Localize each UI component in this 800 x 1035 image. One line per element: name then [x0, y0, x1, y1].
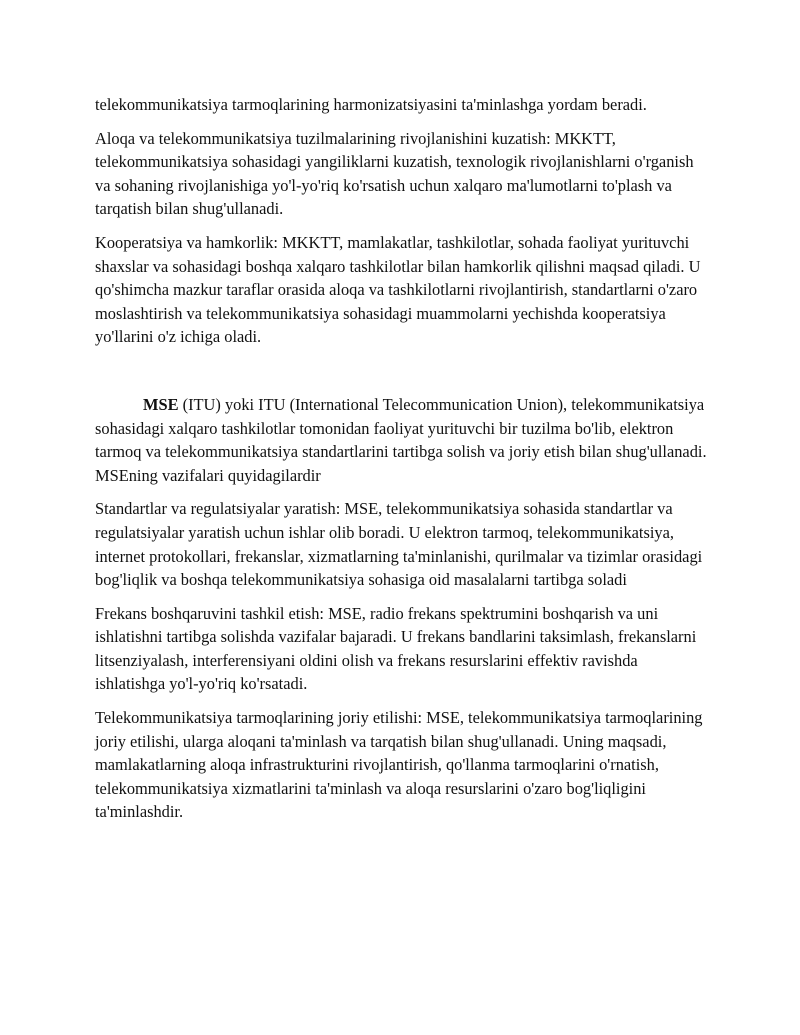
mse-term: MSE [143, 394, 179, 414]
document-page [95, 93, 710, 834]
paragraph-standards: Standartlar va regulatsiyalar yaratish: MSE, telekommunikatsiya sohasida standartlar va regulatsiyalar yaratish uchun ishlar olib boradi. U elektron tarmoq, telekommunikatsiya, internet protokollari, frekanslar, xizmatlarning ta'minlanishi, qurilmalar va tizimlar orasidagi bog'liqlik va boshqa telekommunikatsiya sohasiga oid masalalarni tartibga soladi [95, 499, 703, 590]
paragraph-frequency: Frekans boshqaruvini tashkil etish: MSE, radio frekans spektrumini boshqarish va uni ishlatishni tartibga solishda vazifalar bajaradi. U frekans bandlarini taksimlash, frekanslarni litsenziyalash, interferensiyani oldini olish va frekans resurslarini effektiv ravishda ishlatishga yo'l-yo'riq ko'rsatadi. [95, 603, 697, 694]
mse-intro-text: (ITU) yoki ITU (International Telecommunication Union), telekommunikatsiya sohasidagi xalqaro tashkilotlar tomonidan faoliyat yurituvchi bir tuzilma bo'lib, elektron tarmoq va telekommunikatsiya standartlarini tartibga solish va joriy etish bilan shug'ullanadi. MSEning vazifalari quyidagilardir [95, 394, 707, 485]
paragraph-mse-intro [95, 393, 710, 487]
paragraph-spacer [95, 359, 710, 393]
paragraph-harmonization: telekommunikatsiya tarmoqlarining harmonizatsiyasini ta'minlashga yordam beradi. [95, 95, 647, 114]
paragraph-cooperation: Kooperatsiya va hamkorlik: MKKTT, mamlakatlar, tashkilotlar, sohada faoliyat yurituvchi shaxslar va sohasidagi boshqa xalqaro tashkilotlar bilan hamkorlik qilishni maqsad qiladi. U qo'shimcha mazkur taraflar orasida aloqa va tashkilotlarni rivojlantirish, standartlarni o'zaro moslashtirish va telekommunikatsiya sohasidagi muammolarni yechishda kooperatsiya yo'llarini o'z ichiga oladi. [95, 232, 701, 347]
paragraph-monitoring: Aloqa va telekommunikatsiya tuzilmalarining rivojlanishini kuzatish: MKKTT, telekommunikatsiya sohasidagi yangiliklarni kuzatish, texnologik rivojlanishlarni o'rganish va sohaning rivojlanishiga yo'l-yo'riq ko'rsatish uchun xalqaro ma'lumotlarni to'plash va tarqatish bilan shug'ullanadi. [95, 128, 694, 219]
paragraph-networks: Telekommunikatsiya tarmoqlarining joriy etilishi: MSE, telekommunikatsiya tarmoqlarining joriy etilishi, ularga aloqani ta'minlash va tarqatish bilan shug'ullanadi. Uning maqsadi, mamlakatlarning aloqa infrastrukturini rivojlantirish, qo'llanma tarmoqlarini o'rnatish, telekommunikatsiya xizmatlarini ta'minlash va aloqa resurslarini o'zaro bog'liqligini ta'minlashdir. [95, 708, 703, 822]
